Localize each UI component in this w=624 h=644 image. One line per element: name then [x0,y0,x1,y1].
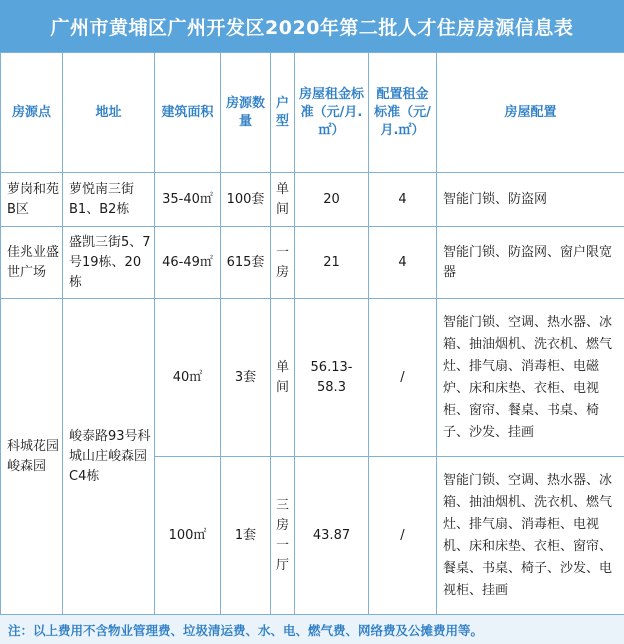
cell-name: 佳兆业盛世广场 [1,227,63,299]
cell-features: 智能门锁、防盗网、窗户限宽器 [437,227,624,299]
table-title: 广州市黄埔区广州开发区2020年第二批人才住房房源信息表 [0,0,624,52]
header-config-rent: 配置租金标准（元/月.㎡） [369,53,437,173]
cell-type: 单间 [271,173,295,227]
cell-count: 1套 [221,457,271,615]
cell-count: 3套 [221,299,271,457]
cell-area: 100㎡ [155,457,221,615]
cell-type: 单间 [271,299,295,457]
cell-rent: 20 [295,173,369,227]
cell-config-rent: / [369,299,437,457]
table-row [1,299,624,457]
cell-rent: 43.87 [295,457,369,615]
cell-address: 萝悦南三街B1、B2栋 [63,173,155,227]
cell-area: 40㎡ [155,299,221,457]
cell-count: 615套 [221,227,271,299]
cell-area: 35-40㎡ [155,173,221,227]
header-type: 户型 [271,53,295,173]
header-count: 房源数量 [221,53,271,173]
cell-rent: 56.13-58.3 [295,299,369,457]
cell-config-rent: / [369,457,437,615]
header-rent: 房屋租金标准（元/月.㎡） [295,53,369,173]
table-row [1,173,624,227]
header-row [1,53,624,173]
cell-features: 智能门锁、空调、热水器、冰箱、抽油烟机、洗衣机、燃气灶、排气扇、消毒柜、电视机、床和床垫、衣柜、窗帘、餐桌、书桌、椅子、沙发、电视柜、挂画 [437,457,624,615]
cell-count: 100套 [221,173,271,227]
housing-table [0,52,624,615]
header-address: 地址 [63,53,155,173]
cell-features: 智能门锁、空调、热水器、冰箱、抽油烟机、洗衣机、燃气灶、排气扇、消毒柜、电磁炉、床和床垫、衣柜、电视柜、窗帘、餐桌、书桌、椅子、沙发、挂画 [437,299,624,457]
cell-rent: 21 [295,227,369,299]
header-name: 房源点 [1,53,63,173]
cell-area: 46-49㎡ [155,227,221,299]
cell-config-rent: 4 [369,173,437,227]
cell-address: 盛凯三街5、7号19栋、20栋 [63,227,155,299]
cell-type: 三房一厅 [271,457,295,615]
header-features: 房屋配置 [437,53,624,173]
cell-type: 一房 [271,227,295,299]
header-area: 建筑面积 [155,53,221,173]
footnote: 注：以上费用不含物业管理费、垃圾清运费、水、电、燃气费、网络费及公摊费用等。 [0,614,624,644]
cell-features: 智能门锁、防盗网 [437,173,624,227]
cell-address: 峻泰路93号科城山庄峻森园C4栋 [63,299,155,615]
table-row [1,227,624,299]
cell-config-rent: 4 [369,227,437,299]
cell-name: 科城花园峻森园 [1,299,63,615]
cell-name: 萝岗和苑B区 [1,173,63,227]
